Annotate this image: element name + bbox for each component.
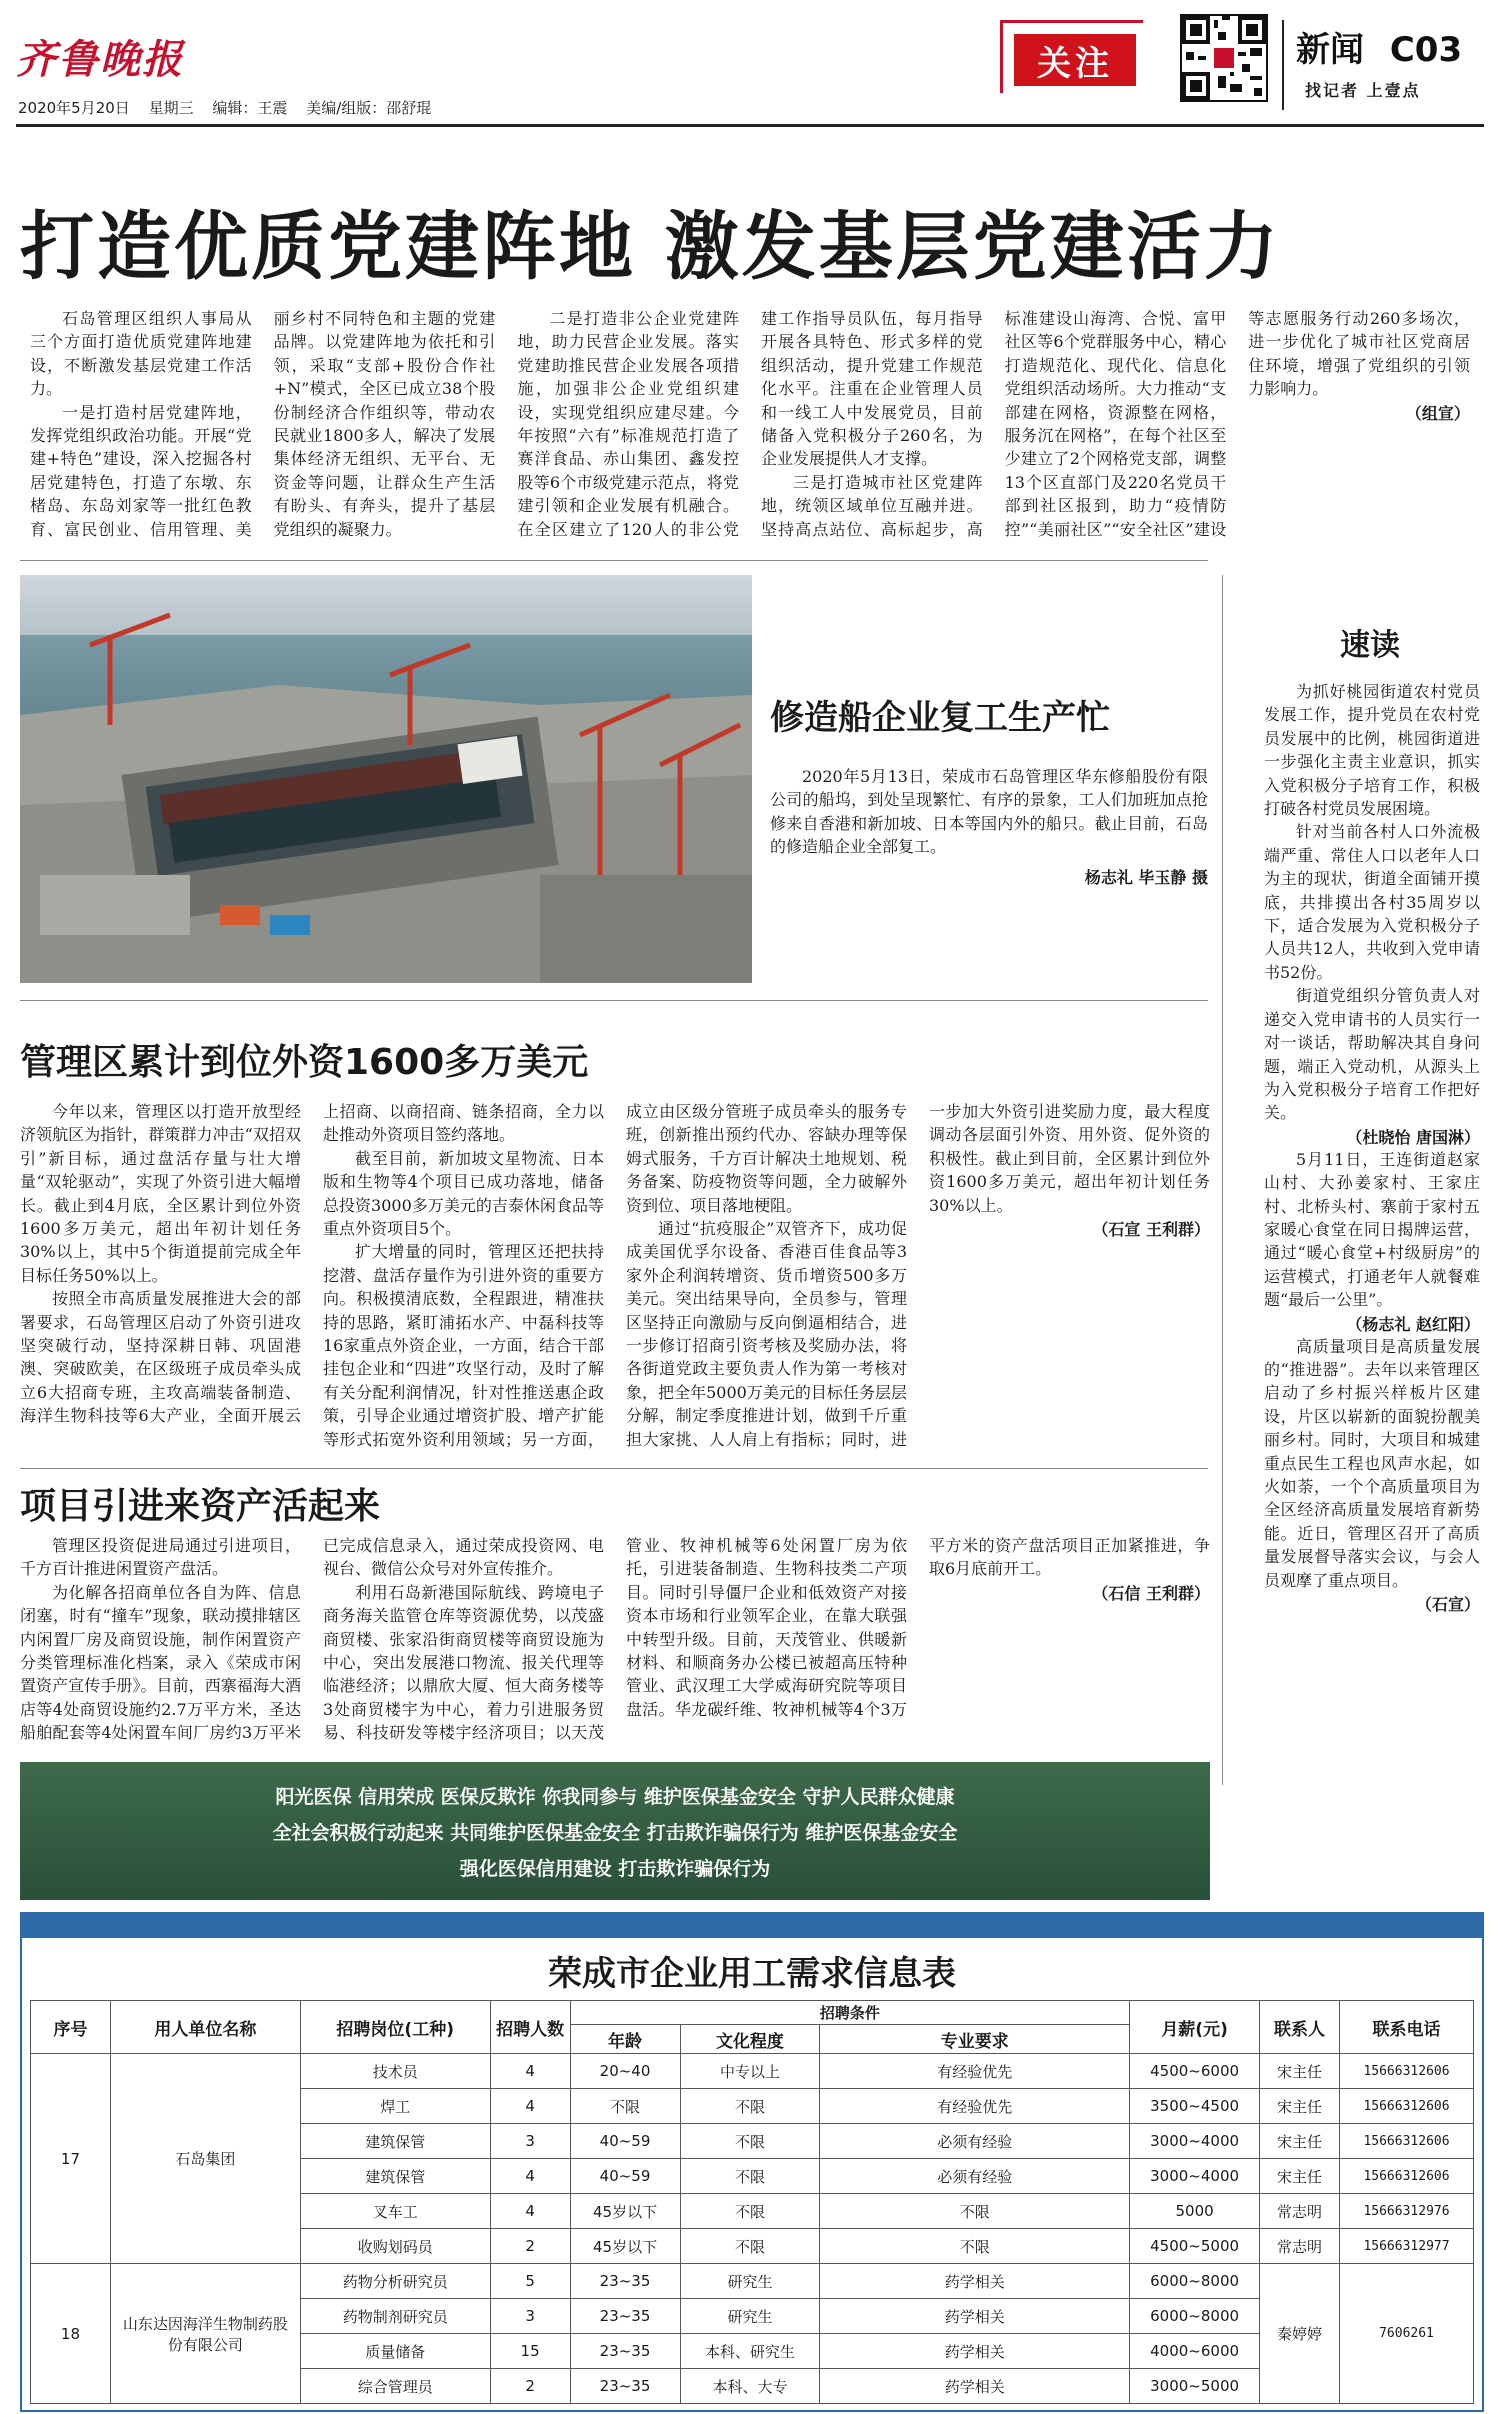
banner-line-1: 阳光医保 信用荣成 医保反欺诈 你我同参与 维护医保基金安全 守护人民群众健康	[275, 1786, 955, 1808]
cell-major: 必须有经验	[820, 2124, 1130, 2159]
speed-item3-p1: 高质量项目是高质量发展的“推进器”。去年以来管理区启动了乡村振兴样板片区建设，片区以崭新的面貌扮靓美丽乡村。同时，大项目和城建重点民生工程也风声水起，如火如荼，一个个高质量项目为全区经济高质量发展培育新势能。近日，管理区召开了高质量发展督导落实会议，与会人员观摩了重点项目。	[1264, 1336, 1480, 1590]
cell-age: 45岁以下	[570, 2229, 680, 2264]
section-divider	[1282, 20, 1284, 110]
cell-phone: 15666312977	[1340, 2229, 1474, 2264]
cell-education: 研究生	[680, 2299, 820, 2334]
cell-salary: 4500~6000	[1130, 2054, 1260, 2089]
reporter-slogan: 找记者 上壹点	[1305, 81, 1421, 100]
cell-age: 不限	[570, 2089, 680, 2124]
medical-insurance-banner	[20, 1762, 1210, 1900]
divider	[20, 1000, 1208, 1001]
cell-count: 4	[490, 2194, 570, 2229]
photo-caption	[770, 765, 1208, 888]
cell-salary: 4500~5000	[1130, 2229, 1260, 2264]
speed-read-column	[1264, 680, 1480, 1615]
cell-count: 4	[490, 2054, 570, 2089]
th-education: 文化程度	[680, 2025, 820, 2054]
cell-contact: 常志明	[1260, 2229, 1340, 2264]
cell-salary: 6000~8000	[1130, 2299, 1260, 2334]
speed-item3-byline: （石宣）	[1415, 1595, 1480, 1615]
cell-position: 综合管理员	[300, 2369, 490, 2404]
cell-major: 不限	[820, 2194, 1130, 2229]
cell-position: 焊工	[300, 2089, 490, 2124]
cell-position: 药物分析研究员	[300, 2264, 490, 2299]
th-salary: 月薪(元)	[1130, 2001, 1260, 2054]
cell-position: 建筑保管	[300, 2124, 490, 2159]
cell-major: 有经验优先	[820, 2054, 1130, 2089]
cell-count: 2	[490, 2369, 570, 2404]
speed-item2-p1: 5月11日，王连街道赵家山村、大孙姜家村、王家庄村、北桥头村、寨前于家村五家暖心食堂在同日揭牌运营，通过“暖心食堂+村级厨房”的运营模式，打通老年人就餐难题“最后一公里”。	[1264, 1149, 1480, 1310]
cell-salary: 5000	[1130, 2194, 1260, 2229]
cell-contact: 常志明	[1260, 2194, 1340, 2229]
cell-major: 药学相关	[820, 2264, 1130, 2299]
table-row	[31, 2054, 1474, 2089]
cell-position: 技术员	[300, 2054, 490, 2089]
cell-phone: 15666312606	[1340, 2124, 1474, 2159]
cell-major: 必须有经验	[820, 2159, 1130, 2194]
article1-p1: 石岛管理区组织人事局从三个方面打造优质党建阵地建设，不断激发基层党建工作活力。	[30, 309, 252, 399]
article2-p1: 今年以来，管理区以打造开放型经济领航区为指针，群策群力冲击“双招双引”新目标，通过盘活存量与壮大增量“双轮驱动”，实现了外资引进大幅增长。截止到4月底，全区累计到位外资1600多万美元，超出年初计划任务30%以上，其中5个街道提前完成全年目标任务50%以上。	[20, 1102, 301, 1285]
cell-age: 20~40	[570, 2054, 680, 2089]
cell-phone: 15666312976	[1340, 2194, 1474, 2229]
section-name: 新闻	[1296, 30, 1364, 70]
cell-position: 质量储备	[300, 2334, 490, 2369]
cell-salary: 4000~6000	[1130, 2334, 1260, 2369]
cell-count: 4	[490, 2089, 570, 2124]
section-label	[1296, 22, 1462, 71]
cell-salary: 3000~4000	[1130, 2159, 1260, 2194]
cell-salary: 3000~4000	[1130, 2124, 1260, 2159]
sidebar-divider	[1222, 575, 1223, 1785]
cell-count: 15	[490, 2334, 570, 2369]
cell-count: 3	[490, 2299, 570, 2334]
masthead-logo: 齐鲁晚报	[16, 36, 184, 83]
cell-phone: 15666312606	[1340, 2159, 1474, 2194]
photo-title: 修造船企业复工生产忙	[770, 698, 1110, 738]
th-conditions: 招聘条件	[570, 2001, 1130, 2025]
cell-education: 不限	[680, 2159, 820, 2194]
cell-salary: 3000~5000	[1130, 2369, 1260, 2404]
speed-item1-byline: （杜晓怡 唐国淋）	[1346, 1127, 1480, 1147]
cell-count: 4	[490, 2159, 570, 2194]
article1-p2: 一是打造村居党建阵地，发挥党组织政治功能。开展“党建+特色”建设，深入挖掘各村居党建特色，打造了东墩、东楮岛、东岛刘家等一批红色教育、富民创业、信用管理、美丽乡村不同特色和主题的党建品牌。以党建阵地为依托和引领，采取“支部+股份合作社+N”模式，全区已成立38个股份制经济合作组织等，带动农民就业1800多人，解决了发展集体经济无组织、无平台、无资金等问题，让群众生产生活有盼头、有奔头，提升了基层党组织的凝聚力。	[30, 309, 496, 539]
banner-line-2: 全社会积极行动起来 共同维护医保基金安全 打击欺诈骗保行为 维护医保基金安全	[272, 1822, 958, 1844]
photo-credit: 杨志礼 毕玉静 摄	[1084, 867, 1208, 887]
article3-p2: 为化解各招商单位各自为阵、信息闭塞，时有“撞车”现象，联动摸排辖区内闲置厂房及商贸设施，制作闲置资产分类管理标准化档案，录入《荣成市闲置资产宣传手册》。目前，西寨福海大酒店等4处商贸设施约2.7万平方米，圣达船舶配套等4处闲置车间厂房约3万平米已完成信息录入，通过荣成投资网、电视台、微信公众号对外宣传推介。	[20, 1536, 604, 1743]
cell-age: 40~59	[570, 2124, 680, 2159]
article2-p3: 截至目前，新加坡文星物流、日本版和生物等4个项目已成功落地，储备总投资3000多万美元的吉泰休闲食品等重点外资项目5个。	[323, 1148, 604, 1239]
th-age: 年龄	[570, 2025, 680, 2054]
cell-major: 药学相关	[820, 2369, 1130, 2404]
cell-position: 收购划码员	[300, 2229, 490, 2264]
article3-p3: 利用石岛新港国际航线、跨境电子商务海关监管仓库等资源优势，以茂盛商贸楼、张家沿街商贸楼等商贸设施为中心，突出发展港口物流、报关代理等临港经济；以鼎欣大厦、恒大商务楼等3处商贸楼宇为中心，着力引进服务贸易、科技研发等楼宇经济项目；以天茂管业、牧神机械等6处闲置厂房为依托，引进装备制造、生物科技类二产项目。同时引导僵尸企业和低效资产对接资本市场和行业领军企业，在靠大联强中转型升级。目前，天茂管业、供暖新材料、和顺商务办公楼已被超高压特种管业、武汉理工大学威海研究院等项目盘活。华龙碳纤维、牧神机械等4个3万平方米的资产盘活项目正加紧推进，争取6月底前开工。	[323, 1536, 1210, 1743]
cell-position: 药物制剂研究员	[300, 2299, 490, 2334]
cell-education: 不限	[680, 2194, 820, 2229]
cell-contact: 宋主任	[1260, 2124, 1340, 2159]
cell-count: 5	[490, 2264, 570, 2299]
cell-contact: 宋主任	[1260, 2159, 1340, 2194]
cell-position: 叉车工	[300, 2194, 490, 2229]
job-demand-table	[20, 1912, 1484, 2412]
cell-major: 药学相关	[820, 2334, 1130, 2369]
article1-byline: （组宣）	[1405, 403, 1470, 423]
article2-p5: 通过“抗疫服企”双管齐下，成功促成美国优孚尔设备、香港百佳食品等3家外企利润转增资、货币增资500多万美元。突出结果导向，全员参与，管理区坚持正向激励与反向倒逼相结合，进一步修订招商引资考核及奖励办法，将各街道党政主要负责人作为第一考核对象，把全年5000万美元的目标任务层层分解，制定季度推进计划，做到千斤重担大家挑、人人肩上有指标；同时，进一步加大外资引进奖励力度，最大程度调动各层面引外资、用外资、促外资的积极性。截止到目前，全区累计到位外资1600多万美元，超出年初计划任务30%以上。	[626, 1102, 1210, 1449]
th-major: 专业要求	[820, 2025, 1130, 2054]
cell-position: 建筑保管	[300, 2159, 490, 2194]
cell-age: 23~35	[570, 2264, 680, 2299]
cell-count: 3	[490, 2124, 570, 2159]
divider	[20, 560, 1208, 561]
divider	[20, 1468, 1208, 1469]
issue-date: 2020年5月20日	[18, 99, 130, 117]
speed-read-title: 速读	[1340, 628, 1400, 663]
cell-seq: 18	[31, 2264, 111, 2404]
cell-age: 40~59	[570, 2159, 680, 2194]
cell-salary: 3500~4500	[1130, 2089, 1260, 2124]
cell-seq: 17	[31, 2054, 111, 2264]
job-table-grid	[30, 2000, 1474, 2404]
speed-item1-p2: 针对当前各村人口外流极端严重、常住人口以老年人口为主的现状，街道全面铺开摸底，共排摸出各村35周岁以下，适合发展为入党积极分子人员共12人，共收到入党申请书52份。	[1264, 822, 1480, 982]
article2-title: 管理区累计到位外资1600多万美元	[20, 1042, 589, 1083]
article2-p4: 扩大增量的同时，管理区还把扶持挖潜、盘活存量作为引进外资的重要方向。积极摸清底数，全程跟进，精准扶持的思路，紧盯浦拓水产、中磊科技等16家重点外资企业，一方面，结合干部挂包企业和“四进”攻坚行动，及时了解有关分配利润情况，针对性推送惠企政策，引导企业通过增资扩股、增产扩能等形式拓宽外资利用领域；另一方面，成立由区级分管班子成员牵头的服务专班，创新推出预约代办、容缺办理等保姆式服务，千方百计解决土地规划、税务备案、防疫物资等问题，全力破解外资到位、项目落地梗阻。	[323, 1102, 907, 1449]
cell-age: 23~35	[570, 2369, 680, 2404]
article-idle-assets	[20, 1534, 1210, 1750]
cell-age: 23~35	[570, 2299, 680, 2334]
cell-salary: 6000~8000	[1130, 2264, 1260, 2299]
shipyard-photo	[20, 575, 752, 983]
cell-count: 2	[490, 2229, 570, 2264]
th-company: 用人单位名称	[110, 2001, 300, 2054]
focus-label: 关注	[1014, 34, 1136, 86]
th-count: 招聘人数	[490, 2001, 570, 2054]
article1-p3: 二是打造非公企业党建阵地，助力民营企业发展。落实党建助推民营企业发展各项措施，加强非公企业党组织建设，实现党组织应建尽建。今年按照“六有”标准规范打造了赛洋食品、赤山集团、鑫发控股等6个市级党建示范点，将党建引领和企业发展有机融合。在全区建立了120人的非公党建工作指导员队伍，每月指导开展各具特色、形式多样的党组织活动，提升党建工作规范化水平。注重在企业管理人员和一线工人中发展党员，目前储备入党积极分子260名，为企业发展提供人才支撑。	[517, 309, 983, 539]
qr-code-icon[interactable]	[1180, 14, 1268, 102]
article3-title: 项目引进来资产活起来	[20, 1486, 381, 1527]
cell-education: 不限	[680, 2089, 820, 2124]
article-party-building	[30, 307, 1470, 547]
cell-phone: 15666312606	[1340, 2089, 1474, 2124]
cell-education: 中专以上	[680, 2054, 820, 2089]
cell-company: 山东达因海洋生物制药股份有限公司	[110, 2264, 300, 2404]
cell-major: 药学相关	[820, 2299, 1130, 2334]
cell-contact: 宋主任	[1260, 2054, 1340, 2089]
th-seq: 序号	[31, 2001, 111, 2054]
cell-age: 45岁以下	[570, 2194, 680, 2229]
article3-p1: 管理区投资促进局通过引进项目，千方百计推进闲置资产盘活。	[20, 1536, 301, 1579]
editor-credit: 编辑：王震	[212, 99, 288, 117]
photo-caption-text: 2020年5月13日，荣成市石岛管理区华东修船股份有限公司的船坞，到处呈现繁忙、有序的景象，工人们加班加点抢修来自香港和新加坡、日本等国内外的船只。截止目前，石岛的修造船企业全部复工。	[770, 767, 1208, 857]
cell-phone: 15666312606	[1340, 2054, 1474, 2089]
article-foreign-investment	[20, 1100, 1210, 1472]
designer-credit: 美编/组版：邵舒琨	[306, 99, 432, 117]
cell-education: 不限	[680, 2229, 820, 2264]
article1-p4: 三是打造城市社区党建阵地，统领区域单位互融并进。坚持高点站位、高标起步，高标准建设山海湾、合悦、富甲社区等6个党群服务中心，精心打造规范化、现代化、信息化党组织活动场所。大力推动“支部建在网格，资源整在网格，服务沉在网格”，在每个社区至少建立了2个网格党支部，调整13个区直部门及220名党员干部到社区报到，助力“疫情防控”“美丽社区”“安全社区”建设等志愿服务行动260多场次，进一步优化了城市社区党商居住环境，增强了党组织的引领力影响力。	[760, 309, 1470, 539]
cell-age: 23~35	[570, 2334, 680, 2369]
article3-byline: （石信 王利群）	[1092, 1583, 1210, 1603]
speed-item1-p3: 街道党组织分管负责人对递交入党申请书的人员实行一对一谈话，帮助解决其自身问题，端正入党动机，从源头上为入党积极分子培育工作把好关。	[1264, 986, 1480, 1123]
cell-education: 本科、研究生	[680, 2334, 820, 2369]
dateline	[18, 97, 445, 118]
speed-item2-byline: （杨志礼 赵红阳）	[1346, 1314, 1480, 1334]
cell-education: 研究生	[680, 2264, 820, 2299]
page-number: C03	[1389, 30, 1463, 70]
article2-byline: （石宣 王利群）	[1092, 1220, 1210, 1240]
issue-weekday: 星期三	[148, 99, 194, 117]
cell-contact: 秦婷婷	[1260, 2264, 1340, 2404]
cell-education: 不限	[680, 2124, 820, 2159]
banner-line-3: 强化医保信用建设 打击欺诈骗保行为	[459, 1858, 771, 1880]
th-contact: 联系人	[1260, 2001, 1340, 2054]
th-position: 招聘岗位(工种)	[300, 2001, 490, 2054]
table-title: 荣成市企业用工需求信息表	[548, 1954, 956, 1994]
speed-item1-p1: 为抓好桃园街道农村党员发展工作，提升党员在农村党员发展中的比例，桃园街道进一步强化主责主业意识，抓实入党积极分子培育工作，积极打破各村党员发展困境。	[1264, 682, 1480, 819]
cell-education: 本科、大专	[680, 2369, 820, 2404]
table-header-band	[22, 1914, 1482, 1938]
cell-major: 有经验优先	[820, 2089, 1130, 2124]
cell-contact: 宋主任	[1260, 2089, 1340, 2124]
cell-company: 石岛集团	[110, 2054, 300, 2264]
page-headline: 打造优质党建阵地 激发基层党建活力	[20, 204, 1281, 290]
cell-major: 不限	[820, 2229, 1130, 2264]
table-row	[31, 2264, 1474, 2299]
header-rule	[16, 124, 1484, 127]
article2-p2: 按照全市高质量发展推进大会的部署要求，石岛管理区启动了外资引进攻坚突破行动，坚持深耕日韩、巩固港澳、突破欧美，在区级班子成员牵头成立6大招商专班，主攻高端装备制造、海洋生物科技等6大产业，全面开展云上招商、以商招商、链条招商，全力以赴推动外资项目签约落地。	[20, 1102, 604, 1426]
th-phone: 联系电话	[1340, 2001, 1474, 2054]
cell-phone: 7606261	[1340, 2264, 1474, 2404]
